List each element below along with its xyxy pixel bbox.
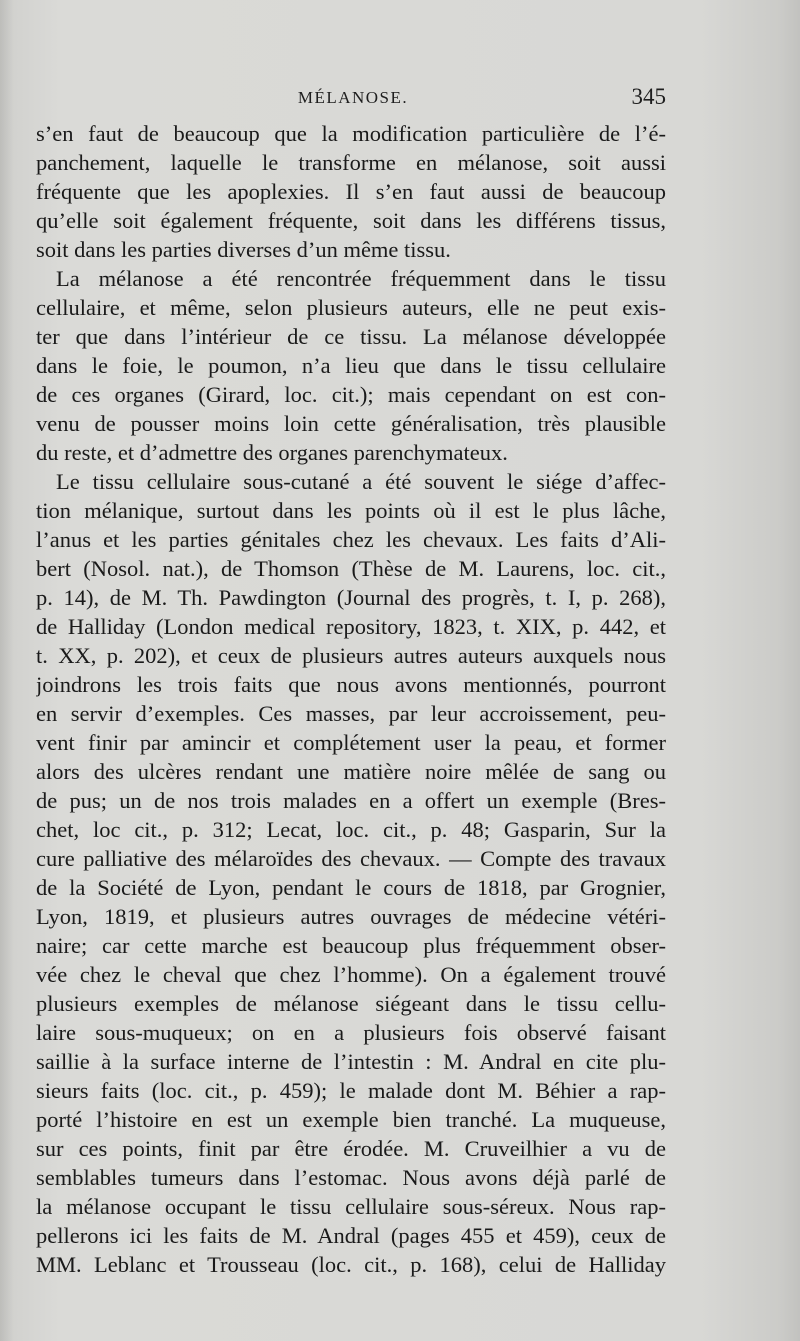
text-line: bert (Nosol. nat.), de Thomson (Thèse de M. Laurens, loc. cit.,	[36, 556, 666, 581]
text-line: p. 14), de M. Th. Pawdington (Journal des progrès, t. I, p. 268),	[36, 585, 666, 610]
text-line: de ces organes (Girard, loc. cit.); mais cependant on est con-	[36, 382, 666, 407]
text-line: naire; car cette marche est beaucoup plus fréquemment obser-	[36, 933, 666, 958]
text-line: vée chez le cheval que chez l’homme). On a également trouvé	[36, 962, 666, 987]
text-line: qu’elle soit également fréquente, soit dans les différens tissus,	[36, 208, 666, 233]
text-line: porté l’histoire en est un exemple bien tranché. La muqueuse,	[36, 1107, 666, 1132]
text-line: du reste, et d’admettre des organes parenchymateux.	[36, 440, 508, 465]
text-line: MM. Leblanc et Trousseau (loc. cit., p. 168), celui de Halliday	[36, 1252, 666, 1277]
text-line: La mélanose a été rencontrée fréquemment dans le tissu	[56, 266, 666, 291]
text-line: Le tissu cellulaire sous-cutané a été souvent le siége d’affec-	[56, 469, 666, 494]
text-line: vent finir par amincir et complétement user la peau, et former	[36, 730, 666, 755]
text-line: alors des ulcères rendant une matière noire mêlée de sang ou	[36, 759, 666, 784]
page-header	[36, 86, 670, 116]
page-number: 345	[631, 84, 666, 109]
text-line: fréquente que les apoplexies. Il s’en faut aussi de beaucoup	[36, 179, 666, 204]
text-line: semblables tumeurs dans l’estomac. Nous avons déjà parlé de	[36, 1165, 666, 1190]
text-line: de pus; un de nos trois malades en a offert un exemple (Bres-	[36, 788, 666, 813]
text-line: en servir d’exemples. Ces masses, par leur accroissement, peu-	[36, 701, 666, 726]
text-line: joindrons les trois faits que nous avons mentionnés, pourront	[36, 672, 666, 697]
text-line: t. XX, p. 202), et ceux de plusieurs autres auteurs auxquels nous	[36, 643, 666, 668]
text-line: laire sous-muqueux; on en a plusieurs fois observé faisant	[36, 1020, 666, 1045]
text-line: plusieurs exemples de mélanose siégeant dans le tissu cellu-	[36, 991, 666, 1016]
text-line: chet, loc cit., p. 312; Lecat, loc. cit., p. 48; Gasparin, Sur la	[36, 817, 666, 842]
text-line: de Halliday (London medical repository, 1823, t. XIX, p. 442, et	[36, 614, 666, 639]
text-line: Lyon, 1819, et plusieurs autres ouvrages de médecine vétéri-	[36, 904, 666, 929]
text-line: cure palliative des mélaroïdes des chevaux. — Compte des travaux	[36, 846, 666, 871]
text-line: tion mélanique, surtout dans les points où il est le plus lâche,	[36, 498, 666, 523]
text-line: pellerons ici les faits de M. Andral (pages 455 et 459), ceux de	[36, 1223, 666, 1248]
text-line: venu de pousser moins loin cette généralisation, très plausible	[36, 411, 666, 436]
running-title: MÉLANOSE.	[297, 88, 409, 107]
text-line: la mélanose occupant le tissu cellulaire sous-séreux. Nous rap-	[36, 1194, 666, 1219]
text-line: cellulaire, et même, selon plusieurs auteurs, elle ne peut exis-	[36, 295, 666, 320]
text-line: s’en faut de beaucoup que la modification particulière de l’é-	[36, 121, 666, 146]
text-line: l’anus et les parties génitales chez les chevaux. Les faits d’Ali-	[36, 527, 666, 552]
text-line: ter que dans l’intérieur de ce tissu. La mélanose développée	[36, 324, 666, 349]
text-line: soit dans les parties diverses d’un même tissu.	[36, 237, 451, 262]
text-line: sur ces points, finit par être érodée. M. Cruveilhier a vu de	[36, 1136, 666, 1161]
text-line: panchement, laquelle le transforme en mélanose, soit aussi	[36, 150, 666, 175]
text-line: de la Société de Lyon, pendant le cours de 1818, par Grognier,	[36, 875, 666, 900]
text-line: sieurs faits (loc. cit., p. 459); le malade dont M. Béhier a rap-	[36, 1078, 666, 1103]
text-line: saillie à la surface interne de l’intestin : M. Andral en cite plu-	[36, 1049, 666, 1074]
body-text	[36, 119, 666, 1279]
text-line: dans le foie, le poumon, n’a lieu que dans le tissu cellulaire	[36, 353, 666, 378]
